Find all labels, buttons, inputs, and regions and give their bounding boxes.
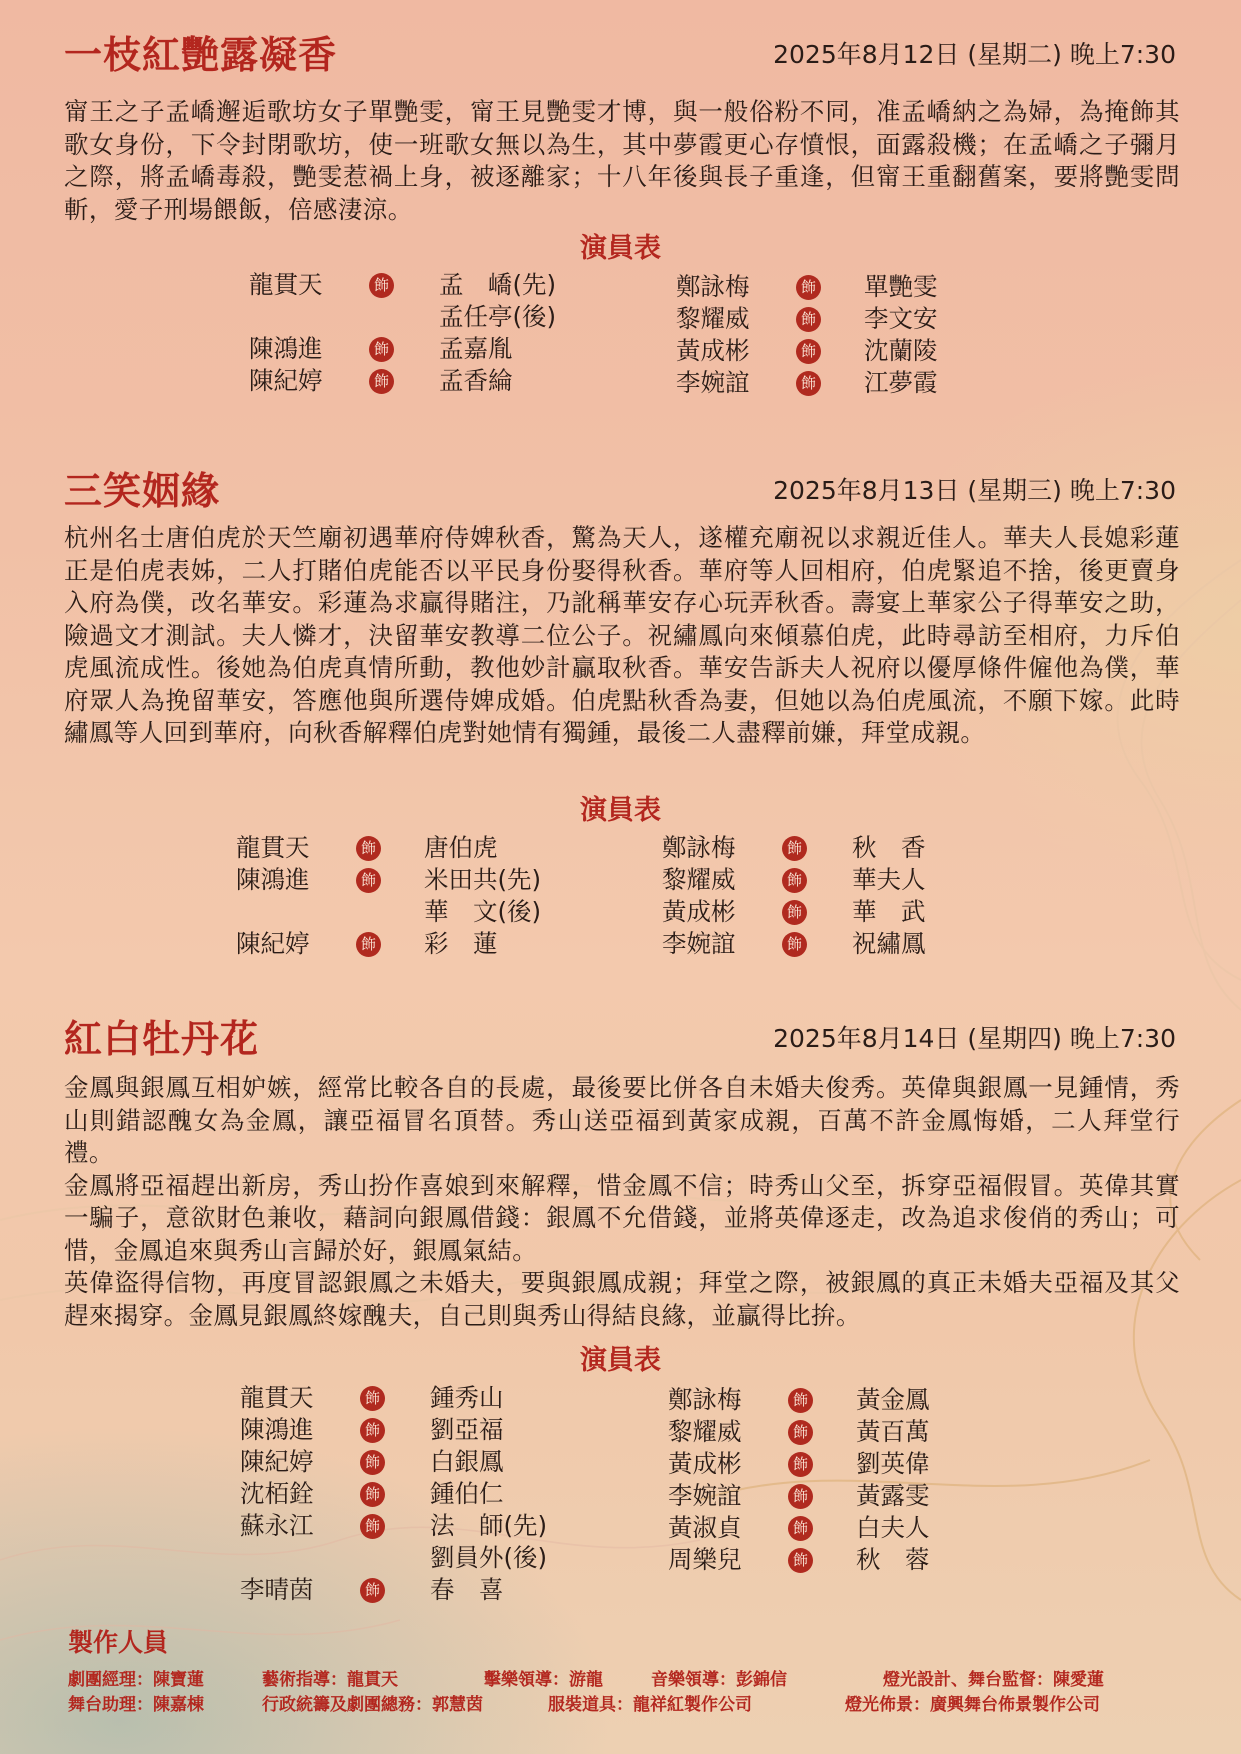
actor-name: 龍貫天 xyxy=(240,1383,314,1412)
role-name: 李文安 xyxy=(864,304,938,333)
actor-name: 黎耀威 xyxy=(676,304,750,333)
role-name: 白銀鳳 xyxy=(430,1447,504,1476)
actor-name: 鄭詠梅 xyxy=(662,833,736,862)
actor-name: 李婉誼 xyxy=(662,929,736,958)
role-name: 劉員外(後) xyxy=(430,1543,548,1572)
actor-name: 黃成彬 xyxy=(676,336,750,365)
shi-badge: 飾 xyxy=(788,1420,813,1445)
actor-name: 陳鴻進 xyxy=(236,865,310,894)
actor-name: 黃成彬 xyxy=(668,1449,742,1478)
actor-name: 黎耀威 xyxy=(668,1417,742,1446)
role-name: 江夢霞 xyxy=(864,368,938,397)
actor-name: 蘇永江 xyxy=(240,1511,314,1540)
shi-badge: 飾 xyxy=(360,1482,385,1507)
shi-badge: 飾 xyxy=(796,339,821,364)
actor-name: 陳鴻進 xyxy=(249,334,323,363)
crew-item: 燈光設計、舞台監督：陳愛蓮 xyxy=(883,1670,1104,1690)
shi-badge: 飾 xyxy=(788,1516,813,1541)
shi-badge: 飾 xyxy=(360,1386,385,1411)
show-title: 一枝紅艷露凝香 xyxy=(64,32,338,77)
actor-name: 鄭詠梅 xyxy=(668,1385,742,1414)
role-name: 法 師(先) xyxy=(430,1511,548,1540)
role-name: 黃百萬 xyxy=(856,1417,930,1446)
role-name: 鍾秀山 xyxy=(430,1383,504,1412)
show-synopsis xyxy=(64,1072,1180,1332)
role-name: 祝繡鳳 xyxy=(852,929,926,958)
show-date: 2025年8月13日 (星期三) 晚上7:30 xyxy=(773,476,1176,505)
shi-badge: 飾 xyxy=(782,900,807,925)
actor-name: 黃成彬 xyxy=(662,897,736,926)
shi-badge: 飾 xyxy=(356,868,381,893)
synopsis-paragraph: 金鳳將亞福趕出新房，秀山扮作喜娘到來解釋，惜金鳳不信；時秀山父至，拆穿亞福假冒。英偉其實一騙子，意欲財色兼收，藉詞向銀鳳借錢：銀鳳不允借錢，並將英偉逐走，改為追求俊俏的秀山；可惜，金鳳追來與秀山言歸於好，銀鳳氣結。 xyxy=(64,1170,1180,1265)
show-date: 2025年8月12日 (星期二) 晚上7:30 xyxy=(773,40,1176,69)
shi-badge: 飾 xyxy=(782,932,807,957)
synopsis-paragraph: 英偉盜得信物，再度冒認銀鳳之未婚夫，要與銀鳳成親；拜堂之際，被銀鳳的真正未婚夫亞福及其父趕來揭穿。金鳳見銀鳳終嫁醜夫，自己則與秀山得結良緣，並贏得比拚。 xyxy=(64,1268,1180,1330)
shi-badge: 飾 xyxy=(369,337,394,362)
shi-badge: 飾 xyxy=(782,868,807,893)
role-name: 黃金鳳 xyxy=(856,1385,930,1414)
role-name: 白夫人 xyxy=(856,1513,930,1542)
synopsis-paragraph: 甯王之子孟嶠邂逅歌坊女子單艷雯，甯王見艷雯才博，與一般俗粉不同，准孟嶠納之為婦，為掩飾其歌女身份，下令封閉歌坊，使一班歌女無以為生，其中夢霞更心存憤恨，面露殺機；在孟嶠之子彌月之際，將孟嶠毒殺，艷雯惹禍上身，被逐離家；十八年後與長子重逢，但甯王重翻舊案，要將艷雯問斬，愛子刑場餵飯，倍感淒涼。 xyxy=(64,97,1180,224)
crew-item: 擊樂領導：游龍 xyxy=(484,1670,603,1690)
show-date: 2025年8月14日 (星期四) 晚上7:30 xyxy=(773,1024,1176,1053)
actor-name: 陳紀婷 xyxy=(236,929,310,958)
actor-name: 李婉誼 xyxy=(676,368,750,397)
crew-item: 行政統籌及劇團總務：郭慧茵 xyxy=(262,1695,483,1715)
role-name: 鍾伯仁 xyxy=(430,1479,504,1508)
actor-name: 黎耀威 xyxy=(662,865,736,894)
show-title: 紅白牡丹花 xyxy=(64,1016,260,1061)
shi-badge: 飾 xyxy=(360,1578,385,1603)
synopsis-paragraph: 杭州名士唐伯虎於天竺廟初遇華府侍婢秋香，驚為天人，遂權充廟祝以求親近佳人。華夫人長媳彩蓮正是伯虎表姊，二人打賭伯虎能否以平民身份娶得秋香。華府等人回相府，伯虎緊追不捨，後更賣身入府為僕，改名華安。彩蓮為求贏得賭注，乃訛稱華安存心玩弄秋香。壽宴上華家公子得華安之助，險過文才測試。夫人憐才，決留華安教導二位公子。祝繡鳳向來傾慕伯虎，此時尋訪至相府，力斥伯虎風流成性。後她為伯虎真情所動，教他妙計贏取秋香。華安告訴夫人祝府以優厚條件僱他為僕，華府眾人為挽留華安，答應他與所選侍婢成婚。伯虎點秋香為妻，但她以為伯虎風流，不願下嫁。此時繡鳳等人回到華府，向秋香解釋伯虎對她情有獨鍾，最後二人盡釋前嫌，拜堂成親。 xyxy=(64,523,1180,747)
cast-heading: 演員表 xyxy=(580,233,661,264)
crew-item: 音樂領導：彭錦信 xyxy=(651,1670,787,1690)
shi-badge: 飾 xyxy=(788,1388,813,1413)
actor-name: 李晴茵 xyxy=(240,1575,314,1604)
actor-name: 龍貫天 xyxy=(249,270,323,299)
shi-badge: 飾 xyxy=(360,1450,385,1475)
actor-name: 黃淑貞 xyxy=(668,1513,742,1542)
actor-name: 陳紀婷 xyxy=(240,1447,314,1476)
cast-heading: 演員表 xyxy=(580,1345,661,1376)
show-synopsis xyxy=(64,96,1180,226)
role-name: 華夫人 xyxy=(852,865,926,894)
shi-badge: 飾 xyxy=(369,369,394,394)
actor-name: 龍貫天 xyxy=(236,833,310,862)
show-synopsis xyxy=(64,522,1180,750)
role-name: 孟任亭(後) xyxy=(439,302,557,331)
shi-badge: 飾 xyxy=(360,1418,385,1443)
shi-badge: 飾 xyxy=(788,1548,813,1573)
show-title: 三笑姻緣 xyxy=(64,468,221,513)
crew-item: 劇團經理：陳寶蓮 xyxy=(68,1670,204,1690)
synopsis-paragraph: 金鳳與銀鳳互相妒嫉，經常比較各自的長處，最後要比併各自未婚夫俊秀。英偉與銀鳳一見鍾情，秀山則錯認醜女為金鳳，讓亞福冒名頂替。秀山送亞福到黃家成親，百萬不許金鳳悔婚，二人拜堂行禮。 xyxy=(64,1073,1180,1167)
actor-name: 周樂兒 xyxy=(668,1545,742,1574)
role-name: 唐伯虎 xyxy=(424,833,498,862)
shi-badge: 飾 xyxy=(796,275,821,300)
cast-heading: 演員表 xyxy=(580,795,661,826)
crew-item: 藝術指導：龍貫天 xyxy=(262,1670,398,1690)
role-name: 單艷雯 xyxy=(864,272,938,301)
role-name: 沈蘭陵 xyxy=(864,336,938,365)
role-name: 華 文(後) xyxy=(424,897,542,926)
shi-badge: 飾 xyxy=(356,932,381,957)
role-name: 孟 嶠(先) xyxy=(439,270,557,299)
shi-badge: 飾 xyxy=(788,1484,813,1509)
shi-badge: 飾 xyxy=(782,836,807,861)
shi-badge: 飾 xyxy=(788,1452,813,1477)
role-name: 秋 香 xyxy=(852,833,926,862)
actor-name: 陳鴻進 xyxy=(240,1415,314,1444)
shi-badge: 飾 xyxy=(796,371,821,396)
crew-item: 燈光佈景：廣興舞台佈景製作公司 xyxy=(845,1695,1100,1715)
actor-name: 陳紀婷 xyxy=(249,366,323,395)
role-name: 劉亞福 xyxy=(430,1415,504,1444)
role-name: 華 武 xyxy=(852,897,926,926)
crew-item: 舞台助理：陳嘉棟 xyxy=(68,1695,204,1715)
shi-badge: 飾 xyxy=(360,1514,385,1539)
role-name: 春 喜 xyxy=(430,1575,504,1604)
role-name: 彩 蓮 xyxy=(424,929,498,958)
role-name: 秋 蓉 xyxy=(856,1545,930,1574)
role-name: 劉英偉 xyxy=(856,1449,930,1478)
role-name: 黃露雯 xyxy=(856,1481,930,1510)
crew-title: 製作人員 xyxy=(68,1628,169,1657)
crew-item: 服裝道具：龍祥紅製作公司 xyxy=(548,1695,752,1715)
role-name: 孟嘉胤 xyxy=(439,334,513,363)
shi-badge: 飾 xyxy=(369,273,394,298)
actor-name: 鄭詠梅 xyxy=(676,272,750,301)
actor-name: 李婉誼 xyxy=(668,1481,742,1510)
actor-name: 沈栢銓 xyxy=(240,1479,314,1508)
role-name: 米田共(先) xyxy=(424,865,542,894)
role-name: 孟香綸 xyxy=(439,366,513,395)
shi-badge: 飾 xyxy=(356,836,381,861)
shi-badge: 飾 xyxy=(796,307,821,332)
